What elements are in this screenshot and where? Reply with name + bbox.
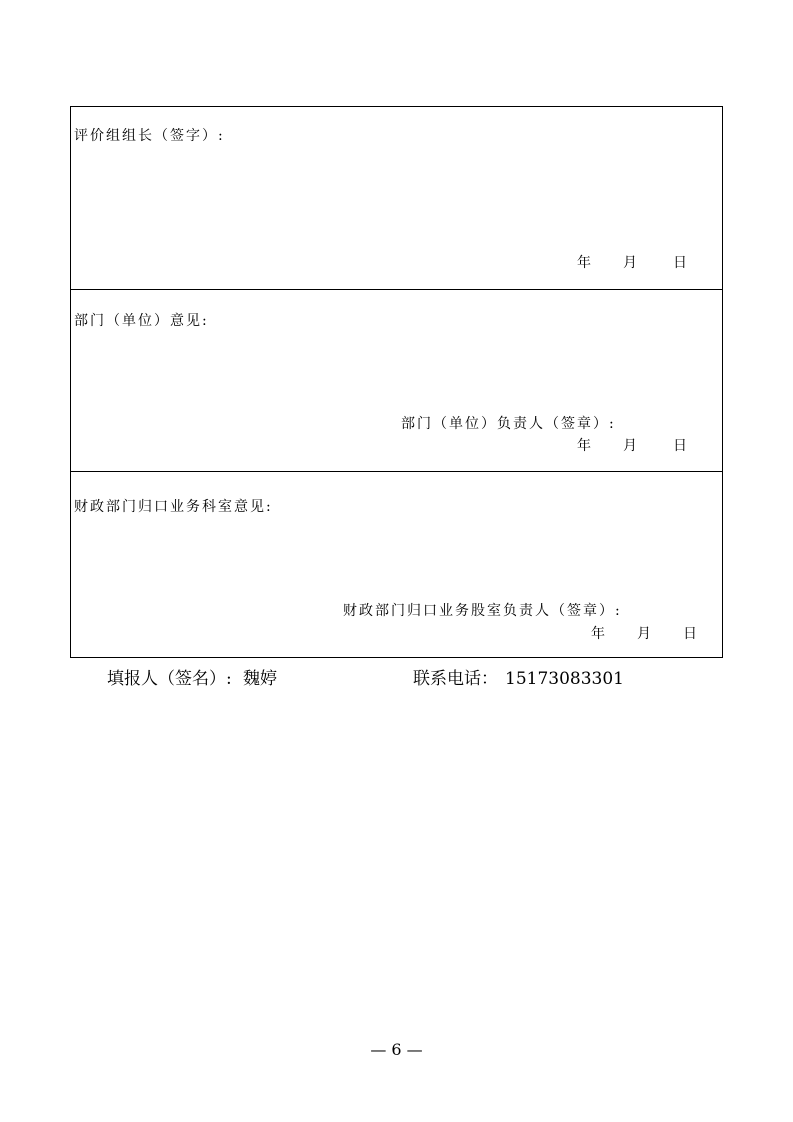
finance-office-opinion-section <box>71 472 722 657</box>
date-day-label: 日 <box>673 255 687 271</box>
date-year-label: 年 <box>591 626 605 642</box>
department-head-signature-label: 部门（单位）负责人（签章）: <box>401 416 616 432</box>
filler-name: 魏婷 <box>243 669 277 689</box>
phone-label: 联系电话： <box>413 669 498 689</box>
date-month-label: 月 <box>623 255 637 271</box>
phone-number: 15173083301 <box>505 669 624 689</box>
department-opinion-label: 部门（单位）意见: <box>74 313 209 329</box>
date-day-label: 日 <box>673 438 687 454</box>
finance-office-opinion-label: 财政部门归口业务科室意见: <box>74 499 273 515</box>
team-leader-signature-section <box>71 107 722 290</box>
team-leader-signature-label: 评价组组长（签字）: <box>74 128 225 144</box>
date-month-label: 月 <box>637 626 651 642</box>
date-month-label: 月 <box>623 438 637 454</box>
date-day-label: 日 <box>683 626 697 642</box>
finance-office-head-signature-label: 财政部门归口业务股室负责人（签章）: <box>343 603 622 619</box>
evaluation-form-table <box>70 106 723 658</box>
filler-signature-label: 填报人（签名）: <box>107 669 232 689</box>
page-number: — 6 — <box>370 1040 423 1059</box>
department-opinion-section <box>71 290 722 472</box>
date-year-label: 年 <box>577 438 591 454</box>
date-year-label: 年 <box>577 255 591 271</box>
